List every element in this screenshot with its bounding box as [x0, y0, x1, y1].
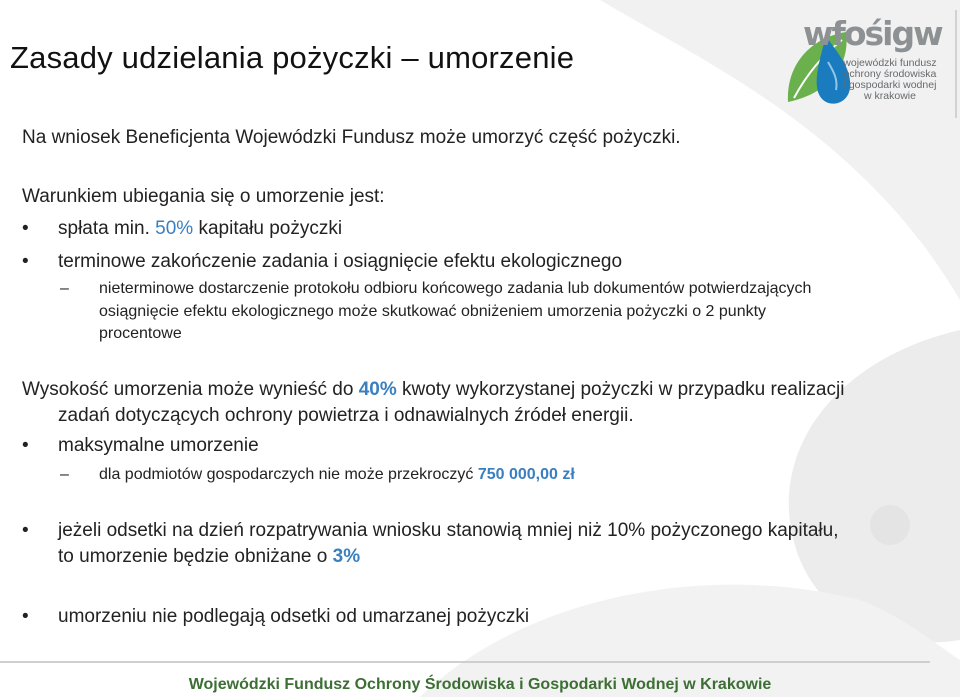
bullet-repayment: [58, 218, 342, 240]
interest-prefix: to umorzenie będzie obniżane o: [58, 546, 333, 567]
logo-line: ochrony środowiska: [843, 68, 937, 80]
sub-bullet-line: osiągnięcie efektu ekologicznego może skutkować obniżeniem umorzenia pożyczki o 2 punkty: [99, 303, 767, 320]
bullet-marker: •: [22, 606, 29, 627]
logo-divider: [955, 10, 957, 118]
bullet-marker: •: [22, 218, 29, 239]
bullet-repayment-prefix: spłata min.: [58, 218, 156, 239]
limit-amount: 750 000,00 zł: [477, 466, 575, 483]
limit-prefix: dla podmiotów gospodarczych nie może przekroczyć: [99, 466, 478, 483]
sub-bullet-line: nieterminowe dostarczenie protokołu odbioru końcowego zadania lub dokumentów potwierdzających: [99, 280, 812, 297]
bullet-interest-line-2: [58, 546, 360, 568]
logo-text: [826, 58, 954, 102]
amount-line-1: [22, 379, 844, 401]
amount-suffix: kwoty wykorzystanej pożyczki w przypadku realizacji: [396, 379, 845, 400]
bullet-marker: •: [22, 435, 29, 456]
bullet-interest-line-1: jeżeli odsetki na dzień rozpatrywania wniosku stanowią mniej niż 10% pożyczonego kapitału,: [58, 520, 839, 541]
bullet-timely-completion: terminowe zakończenie zadania i osiągnięcie efektu ekologicznego: [58, 251, 623, 272]
intro-text: Na wniosek Beneficjenta Wojewódzki Fundusz może umorzyć część pożyczki.: [22, 127, 681, 148]
sub-bullet-line: procentowe: [99, 325, 182, 342]
limit-text: [99, 466, 575, 484]
slide-title: Zasady udzielania pożyczki – umorzenie: [10, 40, 575, 75]
dash-marker: –: [60, 466, 69, 483]
interest-reduction: 3%: [332, 546, 361, 567]
logo-wordmark: wfośigw: [803, 14, 942, 53]
amount-line-2: zadań dotyczących ochrony powietrza i odnawialnych źródeł energii.: [58, 405, 634, 426]
bullet-repayment-suffix: kapitału pożyczki: [193, 218, 343, 239]
amount-prefix: Wysokość umorzenia może wynieść do: [22, 379, 359, 400]
condition-heading: Warunkiem ubiegania się o umorzenie jest:: [22, 186, 385, 207]
footer-organization-name: Wojewódzki Fundusz Ochrony Środowiska i Gospodarki Wodnej w Krakowie: [188, 676, 772, 693]
wfosigw-logo: [780, 10, 960, 115]
bullet-marker: •: [22, 251, 29, 272]
logo-line: wojewódzki fundusz: [843, 57, 937, 69]
dash-marker: –: [60, 280, 69, 297]
logo-line: i gospodarki wodnej: [843, 79, 937, 91]
repayment-percentage: 50%: [155, 218, 194, 239]
amount-percentage: 40%: [358, 379, 397, 400]
bullet-interest-excluded: umorzeniu nie podlegają odsetki od umarzanej pożyczki: [58, 606, 530, 627]
footer-divider: [0, 661, 930, 663]
logo-line: w krakowie: [864, 90, 916, 102]
bullet-max-remission: maksymalne umorzenie: [58, 435, 259, 456]
bullet-marker: •: [22, 520, 29, 541]
